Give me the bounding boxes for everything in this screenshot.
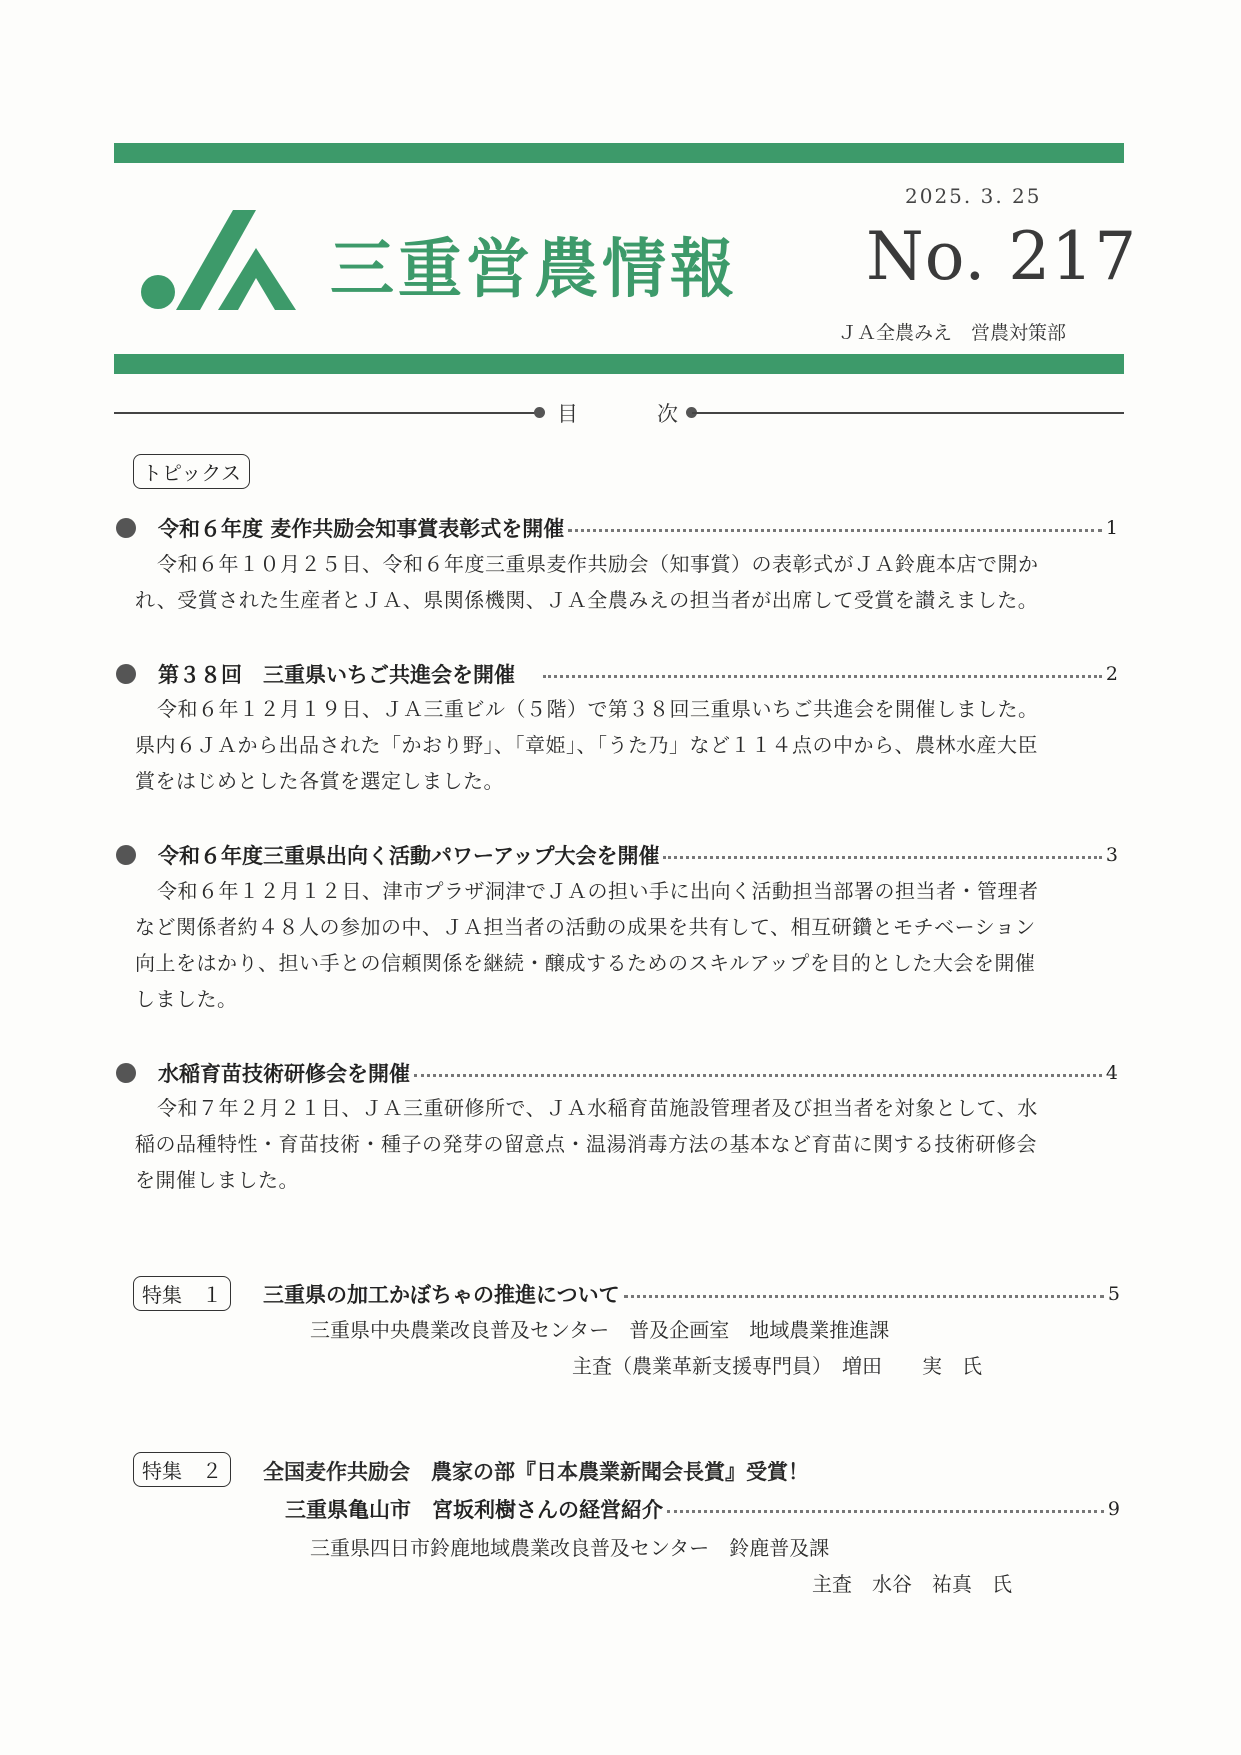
newsletter-title: 三重営農情報 [330,233,738,307]
topic-page-1: 1 [1105,517,1118,539]
toc-label-mokuji-1: 目 [557,402,578,426]
special-label-2: 特集 ２ [133,1452,231,1487]
special-label-1: 特集 １ [133,1276,231,1311]
publisher: ＪＡ全農みえ 営農対策部 [838,322,1067,344]
topics-label: トピックス [133,454,250,489]
special-heading-1[interactable]: 三重県の加工かぼちゃの推進について 5 [263,1283,1120,1307]
topic-heading-4[interactable]: 水稲育苗技術研修会を開催 4 [158,1062,1118,1086]
dot-leader [624,1295,1104,1298]
toc-label-mokuji-2: 次 [657,402,678,426]
toc-divider-right [692,412,1124,414]
topic-body-4: 令和７年２月２１日、ＪＡ三重研修所で、ＪＡ水稲育苗施設管理者及び担当者を対象として、水 稲の品種特性・育苗技術・種子の発芽の留意点・温湯消毒方法の基本など育苗に関する技術研修会 を開催しました。 [135,1096,1038,1192]
ja-logo-icon [138,210,318,315]
topic-bullet [116,664,136,684]
header-bottom-band [114,354,1124,374]
topic-page-2: 2 [1105,663,1118,685]
dot-leader [568,529,1102,532]
topic-page-4: 4 [1105,1062,1118,1084]
issue-number: No. 217 [866,218,1138,295]
topic-bullet [116,518,136,538]
special-org-2: 三重県四日市鈴鹿地域農業改良普及センター 鈴鹿普及課 [310,1536,830,1560]
topic-heading-2[interactable]: 第３８回 三重県いちご共進会を開催 2 [158,663,1118,687]
topic-bullet [116,1063,136,1083]
special-page-2: 9 [1107,1498,1120,1520]
toc-dot-left [534,407,545,418]
topic-bullet [116,845,136,865]
topic-body-1: 令和６年１０月２５日、令和６年度三重県麦作共励会（知事賞）の表彰式がＪＡ鈴鹿本店で開か れ、受賞された生産者とＪＡ、県関係機関、ＪＡ全農みえの担当者が出席して受賞を讃えました。 [135,552,1039,612]
dot-leader [667,1510,1104,1513]
special-page-1: 5 [1107,1283,1120,1305]
topic-heading-1[interactable]: 令和６年度 麦作共励会知事賞表彰式を開催 1 [158,517,1118,541]
dot-leader [663,856,1101,859]
dot-leader [543,675,1102,678]
topic-body-3: 令和６年１２月１２日、津市プラザ洞津でＪＡの担い手に出向く活動担当部署の担当者・管理者 など関係者約４８人の参加の中、ＪＡ担当者の活動の成果を共有して、相互研鑽とモチベーション 向上をはかり、担い手との信頼関係を継続・醸成するためのスキルアップを目的とした大会を開催 しました。 [135,879,1039,1011]
issue-date: 2025. 3. 25 [905,184,1042,208]
topic-heading-3[interactable]: 令和６年度三重県出向く活動パワーアップ大会を開催 3 [158,844,1118,868]
special-heading-2-line1[interactable]: 全国麦作共励会 農家の部『日本農業新聞会長賞』受賞！ [263,1460,809,1484]
special-person-1: 主査（農業革新支援専門員） 増田 実 氏 [572,1354,982,1378]
toc-divider-left [114,412,539,414]
topic-page-3: 3 [1105,844,1118,866]
header-top-band [114,143,1124,163]
special-person-2: 主査 水谷 祐真 氏 [812,1572,1012,1596]
special-org-1: 三重県中央農業改良普及センター 普及企画室 地域農業推進課 [310,1318,890,1342]
topic-body-2: 令和６年１２月１９日、ＪＡ三重ビル（５階）で第３８回三重県いちご共進会を開催しました。 県内６ＪＡから出品された「かおり野」、「章姫」、「うた乃」など１１４点の中から、農林水産大臣 賞をはじめとした各賞を選定しました。 [135,697,1039,793]
dot-leader [414,1074,1102,1077]
special-heading-2[interactable]: 三重県亀山市 宮坂利樹さんの経営紹介 9 [285,1498,1120,1522]
